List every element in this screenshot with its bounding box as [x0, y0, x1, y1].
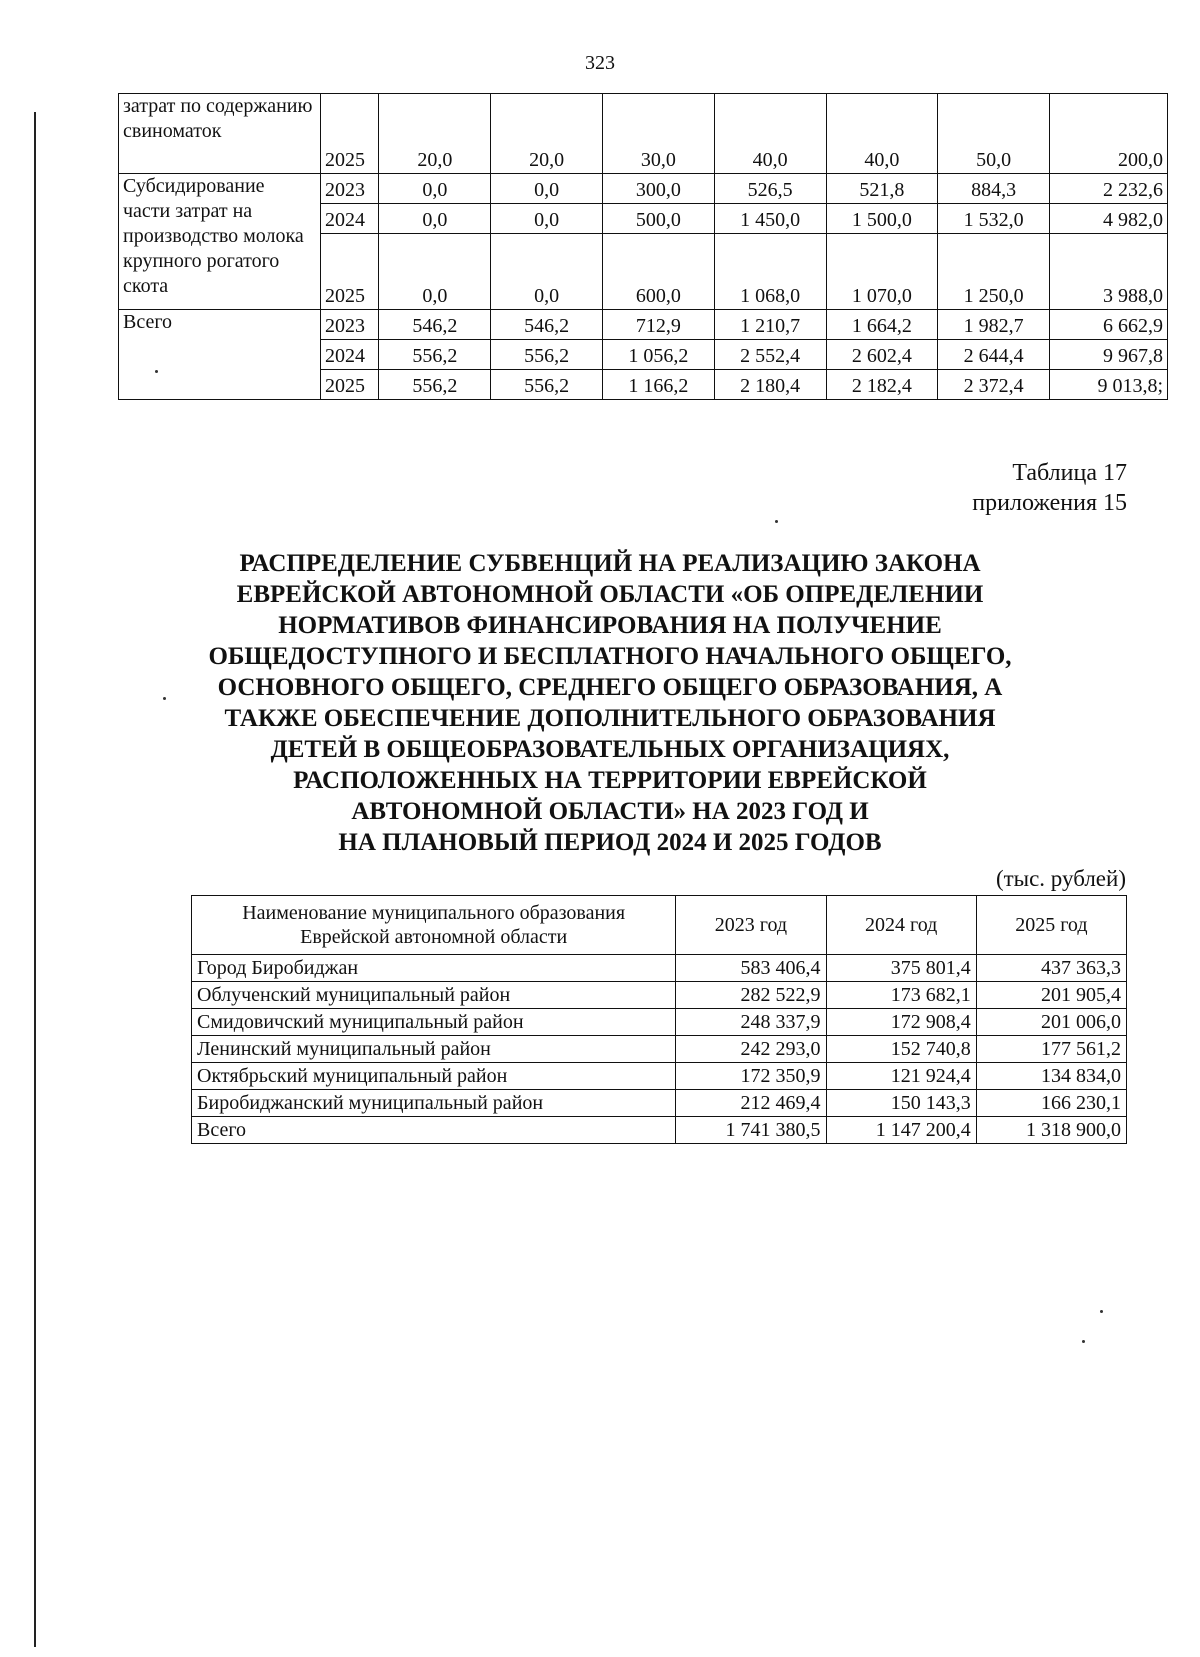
value-2023: 583 406,4	[676, 955, 826, 982]
year-cell: 2025	[321, 370, 379, 400]
total-cell: 9 967,8	[1050, 340, 1168, 370]
value-2024: 375 801,4	[826, 955, 976, 982]
value-cell: 300,0	[602, 174, 714, 204]
value-2025: 201 905,4	[976, 982, 1126, 1009]
value-2024: 1 147 200,4	[826, 1117, 976, 1144]
value-cell: 0,0	[491, 174, 603, 204]
value-2023: 282 522,9	[676, 982, 826, 1009]
title-line: ОСНОВНОГО ОБЩЕГО, СРЕДНЕГО ОБЩЕГО ОБРАЗОВАНИЯ, А	[217, 674, 1003, 701]
value-cell: 0,0	[491, 204, 603, 234]
value-cell: 0,0	[379, 204, 491, 234]
value-2025: 437 363,3	[976, 955, 1126, 982]
year-cell: 2024	[321, 340, 379, 370]
table-row	[119, 94, 1168, 174]
value-2023: 212 469,4	[676, 1090, 826, 1117]
value-2024: 172 908,4	[826, 1009, 976, 1036]
municipality-name: Всего	[192, 1117, 676, 1144]
title-line: РАСПОЛОЖЕННЫХ НА ТЕРРИТОРИИ ЕВРЕЙСКОЙ	[293, 767, 927, 794]
value-cell: 0,0	[491, 234, 603, 310]
value-cell: 556,2	[379, 370, 491, 400]
value-cell: 20,0	[379, 94, 491, 174]
header-line: Наименование муниципального образования	[242, 902, 626, 924]
title-line: РАСПРЕДЕЛЕНИЕ СУБВЕНЦИЙ НА РЕАЛИЗАЦИЮ ЗАКОНА	[239, 550, 981, 577]
appendix-number: приложения 15	[972, 490, 1127, 516]
value-2024: 152 740,8	[826, 1036, 976, 1063]
row-label: Субсидирование части затрат на производство молока крупного рогатого скота	[119, 174, 321, 310]
document-title	[150, 548, 1070, 858]
value-cell: 0,0	[379, 234, 491, 310]
value-cell: 1 664,2	[826, 310, 938, 340]
value-cell: 526,5	[714, 174, 826, 204]
title-line: НОРМАТИВОВ ФИНАНСИРОВАНИЯ НА ПОЛУЧЕНИЕ	[278, 612, 942, 639]
scan-speck	[775, 520, 778, 523]
value-2025: 166 230,1	[976, 1090, 1126, 1117]
value-2024: 173 682,1	[826, 982, 976, 1009]
total-cell: 4 982,0	[1050, 204, 1168, 234]
value-cell: 556,2	[491, 340, 603, 370]
table-row	[192, 1036, 1127, 1063]
table-row	[119, 174, 1168, 204]
title-line: ОБЩЕДОСТУПНОГО И БЕСПЛАТНОГО НАЧАЛЬНОГО ОБЩЕГО,	[208, 643, 1012, 670]
header-line: Еврейской автономной области	[300, 926, 568, 948]
value-cell: 1 450,0	[714, 204, 826, 234]
municipality-name: Город Биробиджан	[192, 955, 676, 982]
value-cell: 1 532,0	[938, 204, 1050, 234]
municipality-column-header	[192, 896, 676, 955]
value-cell: 1 056,2	[602, 340, 714, 370]
value-cell: 0,0	[379, 174, 491, 204]
value-cell: 40,0	[714, 94, 826, 174]
table-row	[119, 310, 1168, 340]
value-cell: 500,0	[602, 204, 714, 234]
scan-speck	[163, 697, 166, 700]
year-2025-header: 2025 год	[976, 896, 1126, 955]
year-cell: 2023	[321, 174, 379, 204]
municipality-name: Биробиджанский муниципальный район	[192, 1090, 676, 1117]
year-cell: 2023	[321, 310, 379, 340]
row-label: затрат по содержанию свиноматок	[119, 94, 321, 174]
value-cell: 30,0	[602, 94, 714, 174]
table-row	[192, 1090, 1127, 1117]
municipality-name: Октябрьский муниципальный район	[192, 1063, 676, 1090]
scan-speck	[1082, 1340, 1085, 1343]
municipality-name: Ленинский муниципальный район	[192, 1036, 676, 1063]
title-line: ДЕТЕЙ В ОБЩЕОБРАЗОВАТЕЛЬНЫХ ОРГАНИЗАЦИЯХ,	[270, 736, 950, 763]
value-cell: 556,2	[491, 370, 603, 400]
value-2024: 121 924,4	[826, 1063, 976, 1090]
row-label: Всего	[119, 310, 321, 400]
title-line: ЕВРЕЙСКОЙ АВТОНОМНОЙ ОБЛАСТИ «ОБ ОПРЕДЕЛЕНИИ	[236, 581, 984, 608]
value-2023: 248 337,9	[676, 1009, 826, 1036]
value-cell: 546,2	[491, 310, 603, 340]
value-2024: 150 143,3	[826, 1090, 976, 1117]
value-cell: 1 070,0	[826, 234, 938, 310]
table-row	[192, 1009, 1127, 1036]
value-cell: 2 644,4	[938, 340, 1050, 370]
total-cell: 2 232,6	[1050, 174, 1168, 204]
value-cell: 2 180,4	[714, 370, 826, 400]
left-margin-rule	[34, 112, 36, 1647]
value-cell: 556,2	[379, 340, 491, 370]
subvention-distribution-table	[191, 895, 1127, 1144]
value-cell: 884,3	[938, 174, 1050, 204]
value-2025: 134 834,0	[976, 1063, 1126, 1090]
municipality-name: Облученский муниципальный район	[192, 982, 676, 1009]
value-cell: 1 166,2	[602, 370, 714, 400]
municipality-name: Смидовичский муниципальный район	[192, 1009, 676, 1036]
value-cell: 546,2	[379, 310, 491, 340]
unit-note: (тыс. рублей)	[995, 866, 1126, 891]
year-cell: 2025	[321, 234, 379, 310]
value-cell: 1 250,0	[938, 234, 1050, 310]
page-number: 323	[585, 52, 615, 74]
year-2023-header: 2023 год	[676, 896, 826, 955]
value-cell: 20,0	[491, 94, 603, 174]
scan-speck	[155, 370, 158, 373]
value-cell: 50,0	[938, 94, 1050, 174]
year-2024-header: 2024 год	[826, 896, 976, 955]
title-line: ТАКЖЕ ОБЕСПЕЧЕНИЕ ДОПОЛНИТЕЛЬНОГО ОБРАЗОВАНИЯ	[224, 705, 996, 732]
total-cell: 3 988,0	[1050, 234, 1168, 310]
value-2025: 201 006,0	[976, 1009, 1126, 1036]
value-2023: 1 741 380,5	[676, 1117, 826, 1144]
value-cell: 40,0	[826, 94, 938, 174]
table-header-row	[192, 896, 1127, 955]
title-line: АВТОНОМНОЙ ОБЛАСТИ» НА 2023 ГОД И	[351, 798, 869, 825]
value-2025: 177 561,2	[976, 1036, 1126, 1063]
total-cell: 9 013,8;	[1050, 370, 1168, 400]
value-cell: 2 602,4	[826, 340, 938, 370]
title-line: НА ПЛАНОВЫЙ ПЕРИОД 2024 И 2025 ГОДОВ	[338, 829, 882, 856]
subsidy-continuation-table	[118, 93, 1168, 400]
value-cell: 2 182,4	[826, 370, 938, 400]
value-cell: 2 372,4	[938, 370, 1050, 400]
total-cell: 6 662,9	[1050, 310, 1168, 340]
table-row	[192, 1063, 1127, 1090]
value-cell: 1 210,7	[714, 310, 826, 340]
value-2023: 242 293,0	[676, 1036, 826, 1063]
value-cell: 600,0	[602, 234, 714, 310]
value-cell: 1 500,0	[826, 204, 938, 234]
value-cell: 1 982,7	[938, 310, 1050, 340]
table-row	[192, 982, 1127, 1009]
value-cell: 1 068,0	[714, 234, 826, 310]
value-cell: 521,8	[826, 174, 938, 204]
table-reference	[972, 458, 1127, 518]
value-2023: 172 350,9	[676, 1063, 826, 1090]
value-cell: 712,9	[602, 310, 714, 340]
table-total-row	[192, 1117, 1127, 1144]
year-cell: 2025	[321, 94, 379, 174]
value-2025: 1 318 900,0	[976, 1117, 1126, 1144]
table-row	[192, 955, 1127, 982]
scan-speck	[1100, 1310, 1103, 1313]
value-cell: 2 552,4	[714, 340, 826, 370]
total-cell: 200,0	[1050, 94, 1168, 174]
year-cell: 2024	[321, 204, 379, 234]
table-number: Таблица 17	[1012, 460, 1127, 486]
